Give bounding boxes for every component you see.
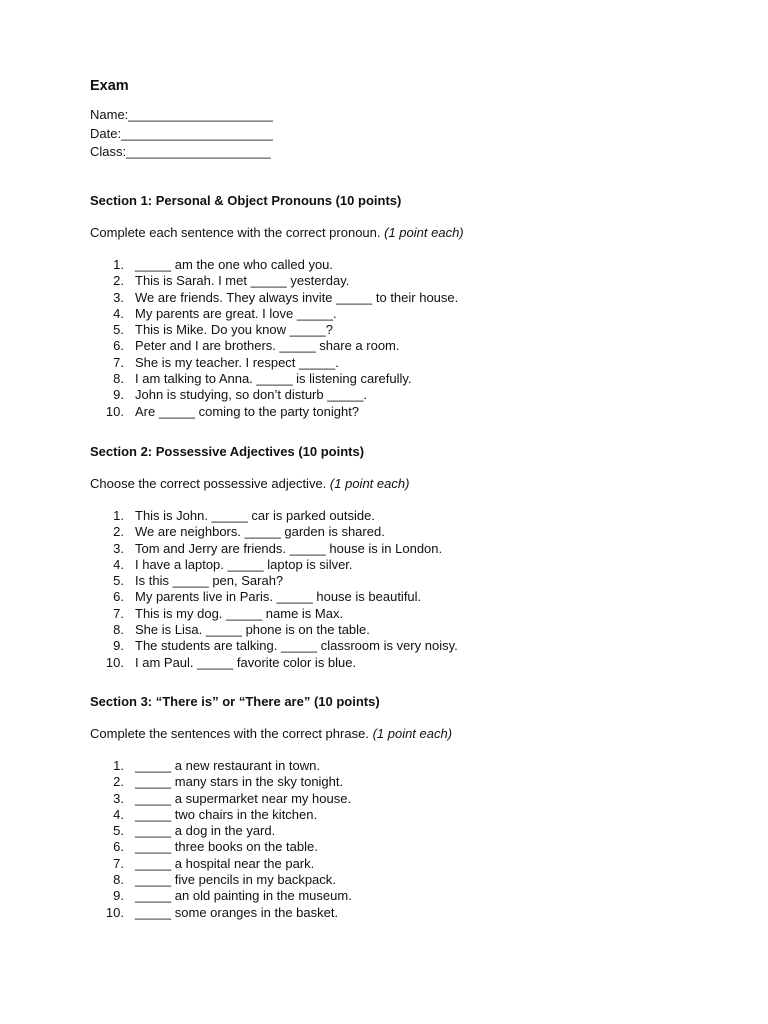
question-item (90, 791, 730, 807)
question-item (90, 322, 730, 338)
question-text: John is studying, so don’t disturb _____. (135, 387, 367, 403)
question-text: The students are talking. _____ classroom is very noisy. (135, 638, 458, 654)
question-text: I am talking to Anna. _____ is listening carefully. (135, 371, 412, 387)
question-number: 10. (105, 403, 124, 419)
question-list (90, 508, 730, 671)
question-number: 6. (113, 589, 124, 605)
question-text: She is Lisa. _____ phone is on the table. (135, 622, 370, 638)
question-number: 1. (113, 508, 124, 523)
points-note: (1 point each) (384, 225, 464, 240)
question-text: This is Sarah. I met _____ yesterday. (135, 273, 350, 289)
question-item (90, 257, 730, 273)
question-text: I have a laptop. _____ laptop is silver. (135, 556, 353, 572)
question-item (90, 839, 730, 855)
name-field-blank: ____________________ (128, 107, 273, 122)
instruction-text: Complete the sentences with the correct phrase. (90, 726, 369, 741)
question-number: 2. (113, 273, 124, 289)
section-heading: Section 1: Personal & Object Pronouns (10 points) (90, 193, 402, 208)
question-text: _____ a new restaurant in town. (135, 758, 321, 773)
question-number: 5. (113, 823, 124, 839)
question-number: 5. (113, 573, 124, 589)
question-number: 8. (113, 872, 124, 888)
question-text: This is Mike. Do you know _____? (135, 322, 333, 338)
class-field-label: Class: (90, 144, 127, 159)
question-text: _____ some oranges in the basket. (135, 904, 339, 920)
question-item (90, 338, 730, 354)
question-text: _____ a hospital near the park. (135, 855, 315, 871)
exam-title: Exam (90, 78, 129, 94)
question-text: _____ a supermarket near my house. (135, 790, 352, 806)
question-item (90, 823, 730, 839)
section-instruction (90, 476, 730, 492)
question-text: Is this _____ pen, Sarah? (135, 573, 284, 589)
question-number: 9. (113, 638, 124, 654)
question-number: 6. (113, 839, 124, 855)
question-number: 7. (113, 354, 124, 370)
points-note: (1 point each) (329, 476, 410, 491)
question-text: We are neighbors. _____ garden is shared. (135, 524, 385, 540)
section-instruction (90, 726, 730, 742)
question-text: My parents live in Paris. _____ house is beautiful. (135, 589, 422, 605)
question-number: 2. (113, 524, 124, 540)
question-text: This is John. _____ car is parked outside. (135, 508, 375, 523)
question-number: 4. (113, 556, 124, 572)
question-text: Are _____ coming to the party tonight? (135, 403, 360, 419)
question-list (90, 257, 730, 420)
question-text: _____ two chairs in the kitchen. (135, 806, 318, 822)
question-text: She is my teacher. I respect _____. (135, 354, 339, 370)
question-item (90, 557, 730, 573)
question-number: 3. (113, 540, 124, 556)
question-number: 10. (105, 654, 124, 670)
question-number: 6. (113, 338, 124, 354)
question-number: 5. (113, 322, 124, 338)
date-field-label: Date: (90, 125, 122, 141)
question-item (90, 638, 730, 654)
date-field (90, 125, 273, 144)
question-number: 3. (113, 289, 124, 305)
question-number: 8. (113, 622, 124, 638)
instruction-text: Choose the correct possessive adjective. (90, 476, 327, 491)
question-number: 9. (113, 387, 124, 403)
question-item (90, 888, 730, 904)
question-text: _____ am the one who called you. (135, 257, 334, 272)
question-text: Tom and Jerry are friends. _____ house is in London. (135, 540, 443, 556)
question-item (90, 273, 730, 289)
question-item (90, 774, 730, 790)
question-text: Peter and I are brothers. _____ share a room. (135, 338, 400, 354)
question-text: I am Paul. _____ favorite color is blue. (135, 654, 357, 670)
question-text: My parents are great. I love _____. (135, 305, 337, 321)
section-heading: Section 2: Possessive Adjectives (10 points) (90, 444, 365, 459)
question-text: _____ five pencils in my backpack. (135, 872, 336, 888)
question-number: 1. (113, 758, 124, 773)
question-item (90, 524, 730, 540)
question-number: 1. (113, 257, 124, 272)
question-text: _____ a dog in the yard. (135, 823, 276, 839)
section-1 (90, 193, 730, 420)
section-2 (90, 444, 730, 671)
question-number: 10. (105, 904, 124, 920)
question-item (90, 758, 730, 774)
question-item (90, 306, 730, 322)
question-text: _____ an old painting in the museum. (135, 888, 352, 904)
question-text: _____ three books on the table. (135, 839, 318, 855)
section-instruction (90, 225, 730, 241)
question-number: 7. (113, 855, 124, 871)
section-3 (90, 694, 730, 921)
class-field-blank: ____________________ (126, 144, 271, 159)
question-list (90, 758, 730, 921)
question-text: We are friends. They always invite _____ to their house. (135, 289, 459, 305)
question-text: _____ many stars in the sky tonight. (135, 774, 344, 790)
question-item (90, 371, 730, 387)
question-number: 4. (113, 305, 124, 321)
question-item (90, 573, 730, 589)
instruction-text: Complete each sentence with the correct pronoun. (90, 225, 381, 240)
question-item (90, 589, 730, 605)
question-item (90, 905, 730, 921)
question-item (90, 290, 730, 306)
class-field (90, 143, 273, 162)
date-field-blank: _____________________ (121, 125, 273, 141)
question-item (90, 541, 730, 557)
question-item (90, 508, 730, 524)
question-number: 9. (113, 888, 124, 904)
question-text: This is my dog. _____ name is Max. (135, 605, 344, 621)
question-item (90, 622, 730, 638)
student-info-fields (90, 106, 273, 162)
question-item (90, 872, 730, 888)
name-field-label: Name: (90, 107, 129, 122)
name-field (90, 106, 273, 125)
question-item (90, 355, 730, 371)
section-heading: Section 3: “There is” or “There are” (10 points) (90, 694, 380, 709)
question-item (90, 807, 730, 823)
question-item (90, 387, 730, 403)
question-number: 4. (113, 806, 124, 822)
question-item (90, 856, 730, 872)
question-number: 2. (113, 774, 124, 790)
question-number: 8. (113, 371, 124, 387)
question-number: 7. (113, 605, 124, 621)
question-item (90, 606, 730, 622)
question-number: 3. (113, 790, 124, 806)
question-item (90, 655, 730, 671)
question-item (90, 404, 730, 420)
points-note: (1 point each) (372, 726, 453, 741)
